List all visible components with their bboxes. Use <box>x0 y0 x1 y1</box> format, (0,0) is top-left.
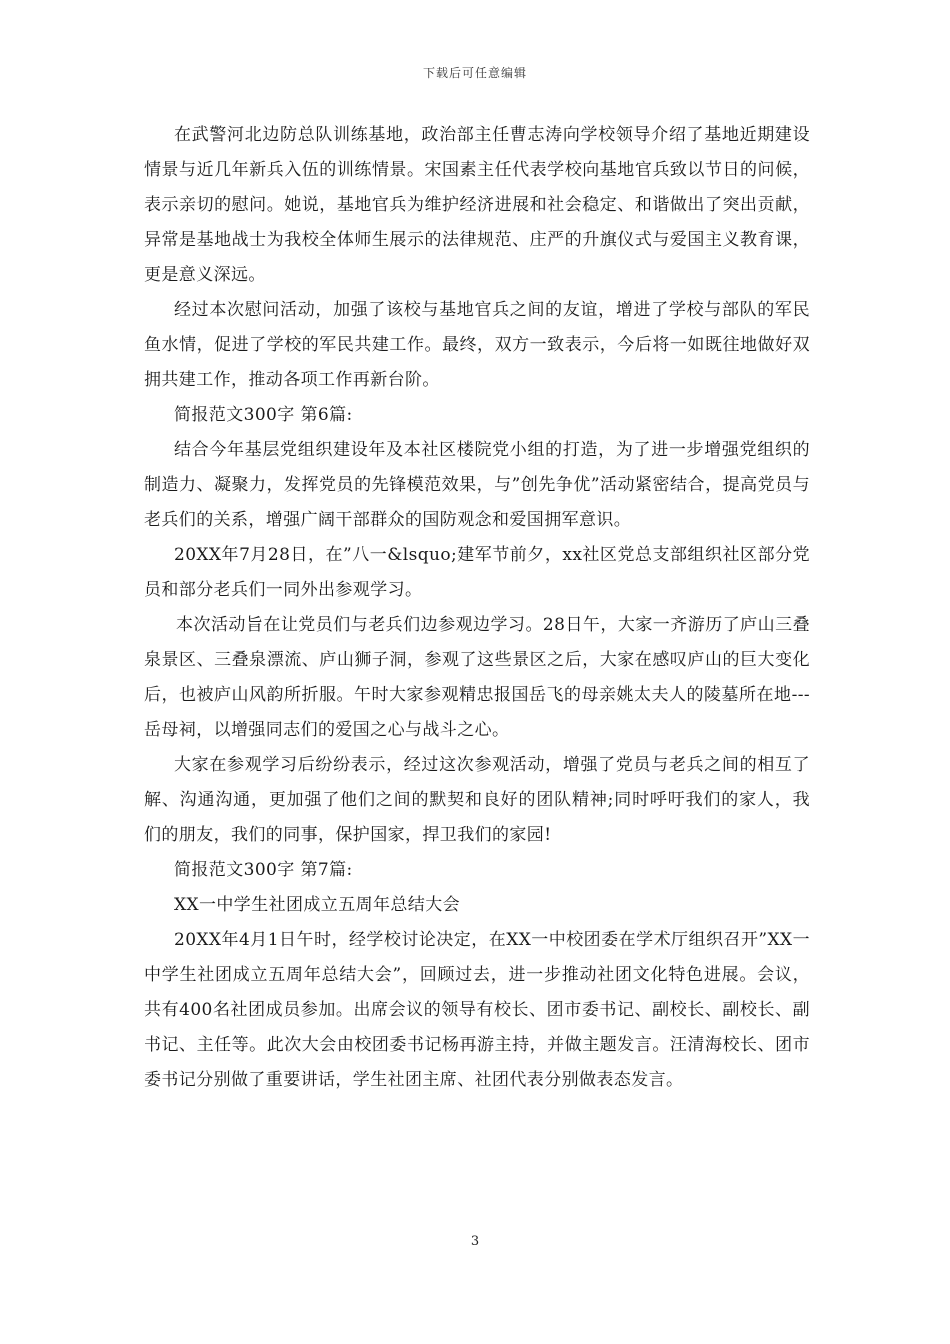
section-heading-6: 简报范文300字 第6篇: <box>174 405 353 425</box>
paragraph-reflection: 大家在参观学习后纷纷表示，经过这次参观活动，增强了党员与老兵之间的相互了解、沟通沟通，更加强了他们之间的默契和良好的团队精神;同时呼吁我们的家人，我们的朋友，我们的同事，保护国家，捍卫我们的家园! <box>144 755 810 845</box>
paragraph-party-building: 结合今年基层党组织建设年及本社区楼院党小组的打造，为了进一步增强党组织的制造力、凝聚力，发挥党员的先锋模范效果，与”创先争优”活动紧密结合，提高党员与老兵们的关系，增强广阔干部群众的国防观念和爱国拥军意识。 <box>144 440 810 530</box>
document-body <box>144 118 810 1098</box>
paragraph-visit-result: 经过本次慰问活动，加强了该校与基地官兵之间的友谊，增进了学校与部队的军民鱼水情，促进了学校的军民共建工作。最终，双方一致表示，今后将一如既往地做好双拥共建工作，推动各项工作再新台阶。 <box>144 300 810 390</box>
paragraph-lushan-visit: 本次活动旨在让党员们与老兵们边参观边学习。28日午，大家一齐游历了庐山三叠泉景区、三叠泉漂流、庐山狮子洞，参观了这些景区之后，大家在感叹庐山的巨大变化后，也被庐山风韵所折服。午时大家参观精忠报国岳飞的母亲姚太夫人的陵墓所在地---岳母祠，以增强同志们的爱国之心与战斗之心。 <box>144 615 810 740</box>
article-title: XX一中学生社团成立五周年总结大会 <box>174 895 461 915</box>
page-number: 3 <box>470 1234 480 1249</box>
section-heading-7: 简报范文300字 第7篇: <box>174 860 353 880</box>
paragraph-club-meeting: 20XX年4月1日午时，经学校讨论决定，在XX一中校团委在学术厅组织召开”XX一中学生社团成立五周年总结大会”，回顾过去，进一步推动社团文化特色进展。会议，共有400名社团成员参加。出席会议的领导有校长、团市委书记、副校长、副校长、副书记、主任等。此次大会由校团委书记杨再游主持，并做主题发言。汪清海校长、团市委书记分别做了重要讲话，学生社团主席、社团代表分别做表态发言。 <box>144 930 810 1090</box>
paragraph-base-visit: 在武警河北边防总队训练基地，政治部主任曹志涛向学校领导介绍了基地近期建设情景与近几年新兵入伍的训练情景。宋国素主任代表学校向基地官兵致以节日的问候，表示亲切的慰问。她说，基地官兵为维护经济进展和社会稳定、和谐做出了突出贡献，异常是基地战士为我校全体师生展示的法律规范、庄严的升旗仪式与爱国主义教育课，更是意义深远。 <box>144 125 810 285</box>
paragraph-bayi-trip: 20XX年7月28日，在”八一&lsquo;建军节前夕，xx社区党总支部组织社区部分党员和部分老兵们一同外出参观学习。 <box>144 545 810 600</box>
page-header: 下载后可任意编辑 <box>422 66 527 80</box>
